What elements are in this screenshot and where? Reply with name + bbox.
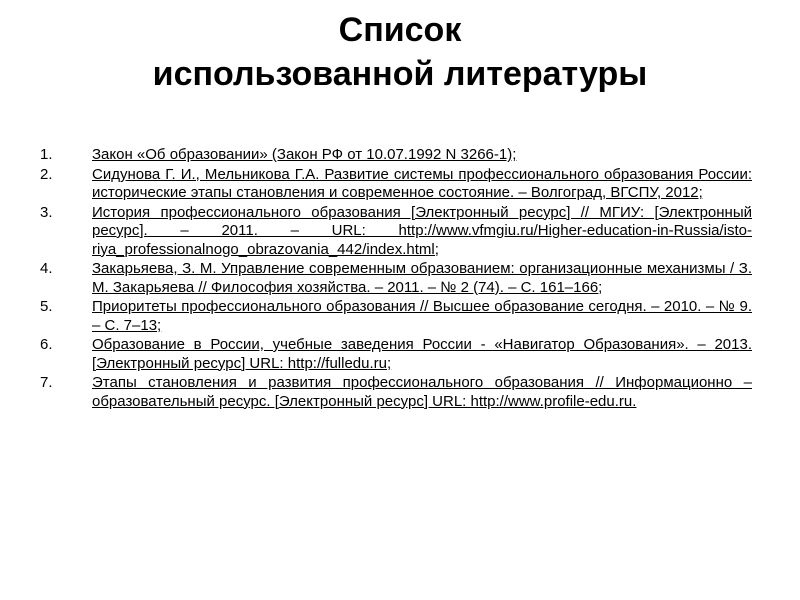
slide-title-line-1: Список	[338, 11, 462, 49]
reference-link[interactable]: История профессионального образования [Электронный ресурс] // МГИУ: [Электронный ресурс]. – 2011. – URL: http://www.vfmgiu.ru/Higher-education-in-Russia/isto-riya_professionalnogo_obrazovania_442/index.html;	[92, 203, 752, 258]
reference-number: 2.	[40, 165, 53, 183]
reference-number: 5.	[40, 298, 53, 315]
reference-item	[40, 336, 752, 373]
slide-title-line-2: использованной литературы	[152, 55, 648, 93]
reference-item	[40, 298, 752, 335]
reference-link[interactable]: Закарьяева, З. М. Управление современным образованием: организационные механизмы / З. М. Закарьяева // Философия хозяйства. – 2011. – № 2 (74). – С. 161–166;	[92, 260, 752, 296]
slide-title	[0, 8, 800, 96]
reference-list	[40, 146, 752, 412]
reference-item	[40, 166, 752, 203]
reference-item	[40, 204, 752, 260]
reference-link[interactable]: Сидунова Г. И., Мельникова Г.А. Развитие системы профессионального образования России: исторические этапы становления и современное состояние. – Волгоград, ВГСПУ, 2012;	[92, 165, 752, 201]
reference-link[interactable]: Этапы становления и развития профессионального образования // Информационно – образовательный ресурс. [Электронный ресурс] URL: http://www.profile-edu.ru.	[92, 374, 752, 410]
reference-number: 6.	[40, 336, 53, 353]
reference-link[interactable]: Закон «Об образовании» (Закон РФ от 10.07.1992 N 3266-1);	[92, 146, 517, 163]
reference-link[interactable]: Приоритеты профессионального образования // Высшее образование сегодня. – 2010. – № 9. – С. 7–13;	[92, 298, 752, 334]
reference-item	[40, 374, 752, 411]
reference-number: 3.	[40, 203, 53, 221]
reference-item	[40, 146, 752, 165]
reference-number: 4.	[40, 260, 53, 277]
reference-link[interactable]: Образование в России, учебные заведения России - «Навигатор Образования». – 2013. [Электронный ресурс] URL: http://fulledu.ru;	[92, 336, 752, 372]
reference-item	[40, 260, 752, 297]
reference-number: 7.	[40, 374, 53, 391]
reference-number: 1.	[40, 146, 53, 163]
